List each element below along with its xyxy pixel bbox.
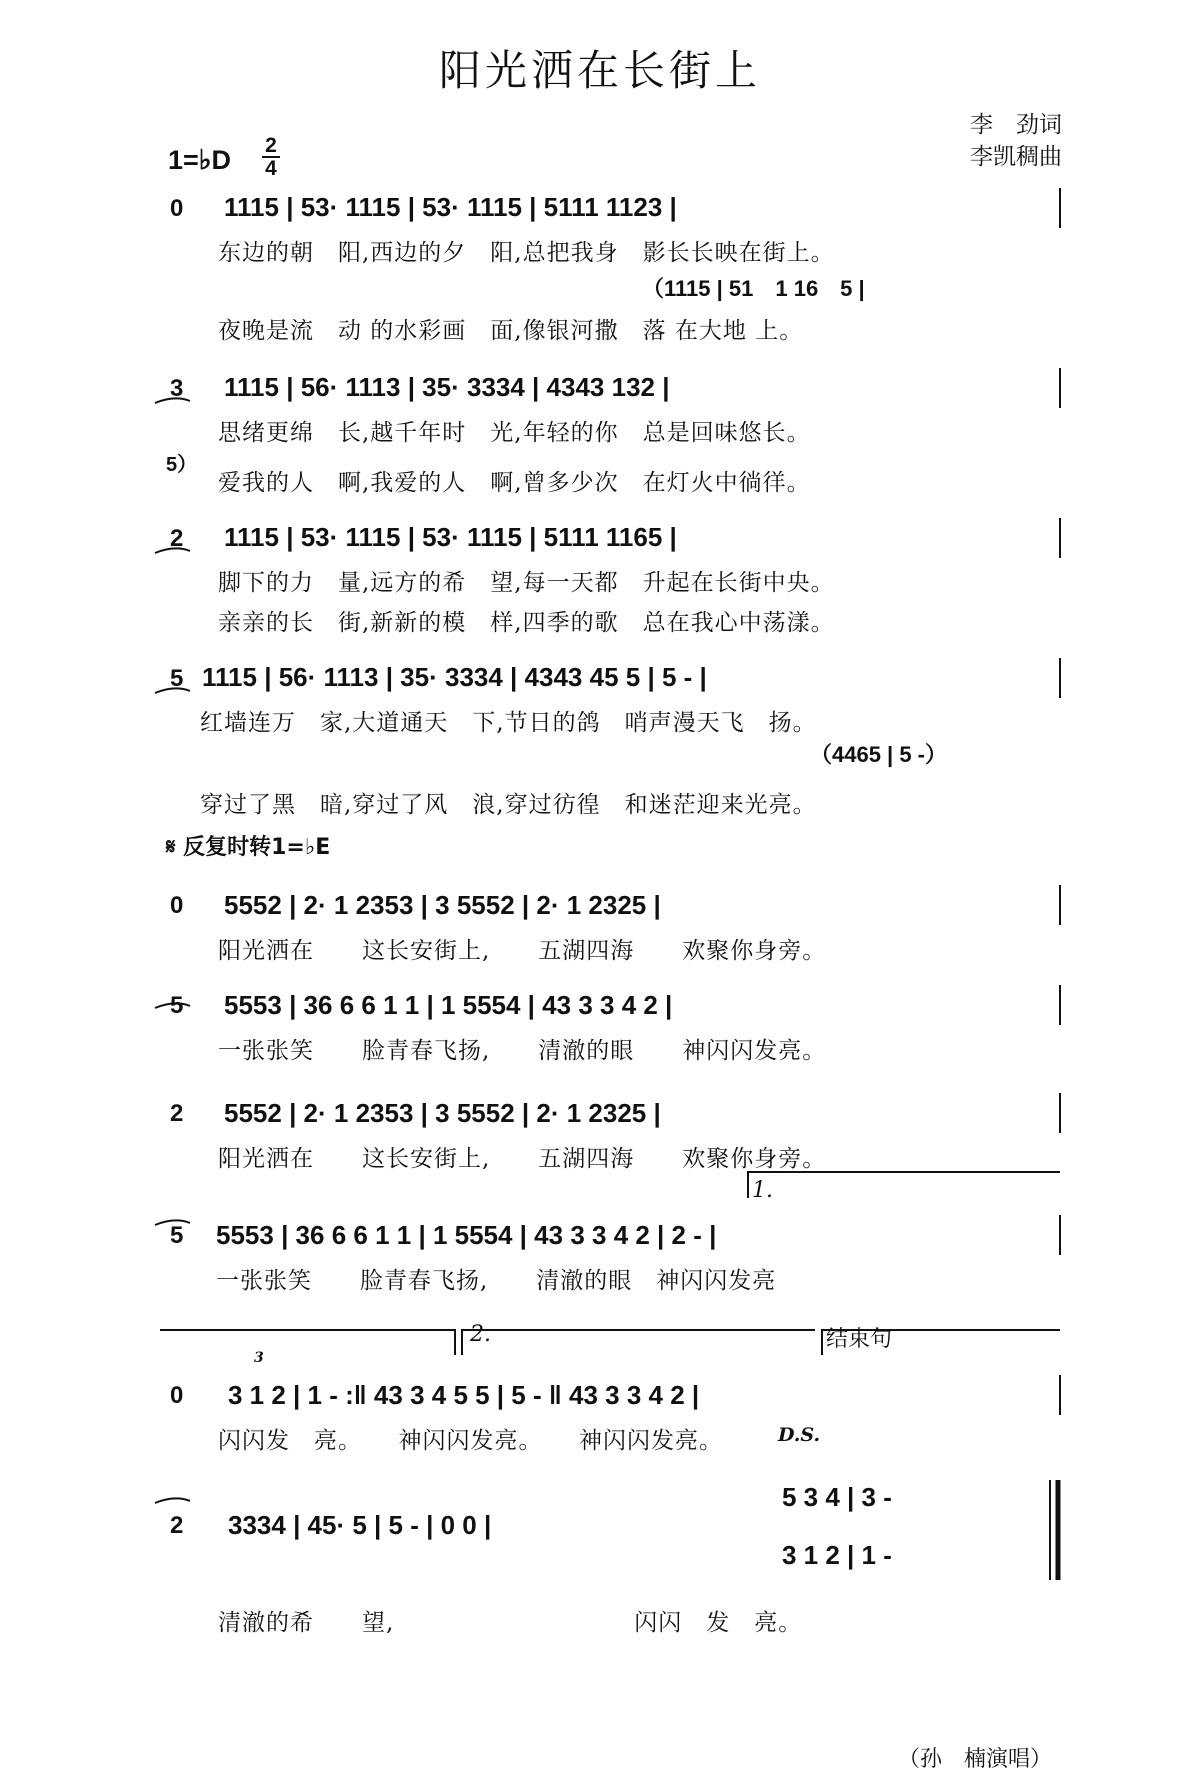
music-line: 1115 | 53· 1115 | 53· 1115 | 5111 1165 | [224, 522, 677, 552]
lyric-line: 红墙连万 家,大道通天 下,节日的鸽 哨声漫天飞 扬。 [200, 710, 817, 736]
interlude-end: 5） [166, 454, 198, 476]
music-line: 5553 | 36 6 6 1 1 | 1 5554 | 43 3 3 4 2 | [224, 990, 673, 1020]
lyric-line: 夜晚是流 动 的水彩画 面,像银河撒 落 在大地 上。 [218, 318, 804, 344]
lyric-line: 东边的朝 阳,西边的夕 阳,总把我身 影长长映在街上。 [218, 240, 835, 266]
lyric-line: 思绪更绵 长,越千年时 光,年轻的你 总是回味悠长。 [218, 420, 811, 446]
pickup-note: 0 [170, 1382, 184, 1409]
music-line: 3 1 2 | 1 - :‖ 43 3 4 5 5 | 5 - ‖ 43 3 3 4 2 | [228, 1380, 700, 1410]
lyric-line: 清澈的希 望, 闪闪 发 亮。 [218, 1610, 803, 1636]
pickup-note: 0 [170, 195, 184, 222]
ending-phrase-label: 结束句 [826, 1327, 893, 1352]
music-line: 5552 | 2· 1 2353 | 3 5552 | 2· 1 2325 | [224, 890, 661, 920]
music-line: 1115 | 56· 1113 | 35· 3334 | 4343 45 5 | 5 - | [202, 662, 707, 692]
interlude-line: （4465 | 5 -） [810, 742, 947, 767]
lyricist-credit: 李 劲词 [970, 112, 1062, 138]
segno-section-label: 𝄋 反复时转1=♭E [166, 835, 331, 860]
pickup-note: 5 [170, 1222, 184, 1249]
interlude-line: （1115 | 51 1 16 5 | [642, 276, 865, 301]
pickup-note: 2 [170, 1100, 184, 1127]
lyric-line: 亲亲的长 街,新新的模 样,四季的歌 总在我心中荡漾。 [218, 610, 835, 636]
pickup-note: 2 [170, 525, 184, 552]
song-title: 阳光洒在长街上 [438, 46, 761, 95]
lyric-line: 阳光洒在 这长安街上, 五湖四海 欢聚你身旁。 [218, 1146, 827, 1172]
volta-2-label: 2. [470, 1322, 491, 1347]
chord-lower-line: 3 1 2 | 1 - [782, 1540, 892, 1570]
dal-segno-mark: D.S. [778, 1424, 821, 1446]
pickup-note: 0 [170, 892, 184, 919]
volta-1-label: 1. [752, 1178, 773, 1203]
singer-credit: （孙 楠演唱） [898, 1747, 1053, 1772]
lyric-line: 一张张笑 脸青春飞扬, 清澈的眼 神闪闪发亮 [216, 1268, 777, 1294]
music-line: 5553 | 36 6 6 1 1 | 1 5554 | 43 3 3 4 2 | 2 - | [216, 1220, 717, 1250]
music-line: 1115 | 56· 1113 | 35· 3334 | 4343 132 | [224, 372, 670, 402]
music-line: 1115 | 53· 1115 | 53· 1115 | 5111 1123 | [224, 192, 677, 222]
time-signature-top: 2 [265, 134, 277, 157]
composer-credit: 李凯稠曲 [970, 144, 1062, 170]
pickup-note: 3 [170, 375, 184, 402]
lyric-line: 脚下的力 量,远方的希 望,每一天都 升起在长街中央。 [218, 570, 835, 596]
lyric-line: 阳光洒在 这长安街上, 五湖四海 欢聚你身旁。 [218, 938, 827, 964]
lyric-line: 闪闪发 亮。 神闪闪发亮。 神闪闪发亮。 [218, 1428, 723, 1454]
pickup-note: 5 [170, 992, 184, 1019]
pickup-note: 2 [170, 1512, 184, 1539]
key-signature: 1=♭D [168, 145, 232, 175]
lyric-line: 穿过了黑 暗,穿过了风 浪,穿过彷徨 和迷茫迎来光亮。 [200, 792, 817, 818]
pickup-note: 5 [170, 665, 184, 692]
lyric-line: 一张张笑 脸青春飞扬, 清澈的眼 神闪闪发亮。 [218, 1038, 827, 1064]
triplet-mark: 3 [254, 1350, 264, 1366]
music-line: 3334 | 45· 5 | 5 - | 0 0 | [228, 1510, 492, 1540]
chord-upper-line: 5 3 4 | 3 - [782, 1482, 892, 1512]
lyric-line: 爱我的人 啊,我爱的人 啊,曾多少次 在灯火中徜徉。 [218, 470, 811, 496]
music-line: 5552 | 2· 1 2353 | 3 5552 | 2· 1 2325 | [224, 1098, 661, 1128]
time-signature-bottom: 4 [265, 157, 277, 180]
